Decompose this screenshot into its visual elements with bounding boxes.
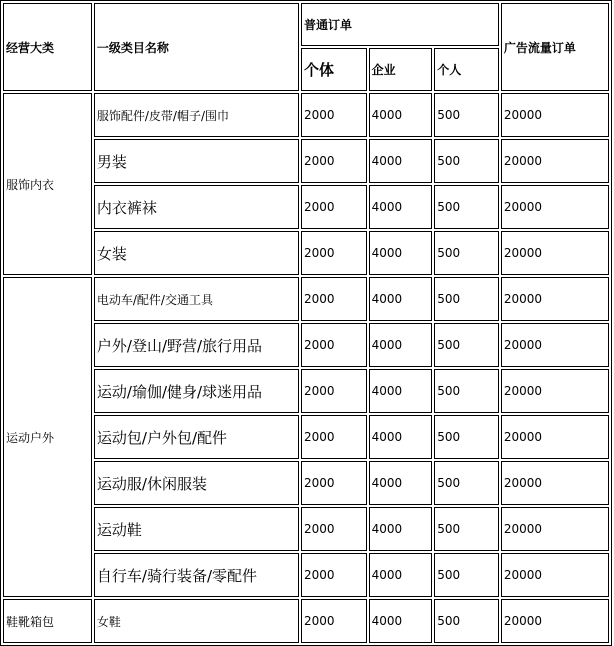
header-personal: 个人 (434, 48, 499, 91)
enterprise-fee-cell: 4000 (369, 369, 433, 413)
subcategory-cell: 自行车/骑行装备/零配件 (94, 553, 299, 597)
table-row (3, 231, 609, 275)
individual-business-fee-cell: 2000 (301, 277, 367, 321)
personal-fee-cell: 500 (434, 231, 499, 275)
personal-fee-cell: 500 (434, 461, 499, 505)
header-ad-traffic-order: 广告流量订单 (501, 3, 609, 91)
individual-business-fee-cell: 2000 (301, 139, 367, 183)
personal-fee-cell: 500 (434, 599, 499, 643)
subcategory-cell: 运动包/户外包/配件 (94, 415, 299, 459)
ad-traffic-fee-cell: 20000 (501, 323, 609, 367)
enterprise-fee-cell: 4000 (369, 93, 433, 137)
table-row (3, 599, 609, 643)
individual-business-fee-cell: 2000 (301, 323, 367, 367)
ad-traffic-fee-cell: 20000 (501, 461, 609, 505)
individual-business-fee-cell: 2000 (301, 231, 367, 275)
ad-traffic-fee-cell: 20000 (501, 415, 609, 459)
table-row (3, 323, 609, 367)
individual-business-fee-cell: 2000 (301, 599, 367, 643)
table-row (3, 461, 609, 505)
ad-traffic-fee-cell: 20000 (501, 139, 609, 183)
personal-fee-cell: 500 (434, 507, 499, 551)
table-row (3, 415, 609, 459)
enterprise-fee-cell: 4000 (369, 461, 433, 505)
subcategory-cell: 运动鞋 (94, 507, 299, 551)
ad-traffic-fee-cell: 20000 (501, 231, 609, 275)
individual-business-fee-cell: 2000 (301, 93, 367, 137)
individual-business-fee-cell: 2000 (301, 415, 367, 459)
ad-traffic-fee-cell: 20000 (501, 369, 609, 413)
ad-traffic-fee-cell: 20000 (501, 507, 609, 551)
personal-fee-cell: 500 (434, 323, 499, 367)
category-cell: 鞋靴箱包 (3, 599, 92, 643)
personal-fee-cell: 500 (434, 553, 499, 597)
subcategory-cell: 女装 (94, 231, 299, 275)
subcategory-cell: 户外/登山/野营/旅行用品 (94, 323, 299, 367)
individual-business-fee-cell: 2000 (301, 185, 367, 229)
subcategory-cell: 服饰配件/皮带/帽子/围巾 (94, 93, 299, 137)
personal-fee-cell: 500 (434, 93, 499, 137)
personal-fee-cell: 500 (434, 185, 499, 229)
category-cell: 服饰内衣 (3, 93, 92, 275)
table-row (3, 369, 609, 413)
subcategory-cell: 男装 (94, 139, 299, 183)
header-category: 经营大类 (3, 3, 92, 91)
table-row (3, 553, 609, 597)
table-row (3, 139, 609, 183)
personal-fee-cell: 500 (434, 415, 499, 459)
table-row (3, 277, 609, 321)
personal-fee-cell: 500 (434, 139, 499, 183)
subcategory-cell: 运动服/休闲服装 (94, 461, 299, 505)
subcategory-cell: 电动车/配件/交通工具 (94, 277, 299, 321)
header-subcategory: 一级类目名称 (94, 3, 299, 91)
subcategory-cell: 女鞋 (94, 599, 299, 643)
table-row (3, 507, 609, 551)
subcategory-cell: 运动/瑜伽/健身/球迷用品 (94, 369, 299, 413)
enterprise-fee-cell: 4000 (369, 599, 433, 643)
individual-business-fee-cell: 2000 (301, 553, 367, 597)
subcategory-cell: 内衣裤袜 (94, 185, 299, 229)
header-normal-order: 普通订单 (301, 3, 499, 46)
enterprise-fee-cell: 4000 (369, 415, 433, 459)
ad-traffic-fee-cell: 20000 (501, 553, 609, 597)
enterprise-fee-cell: 4000 (369, 277, 433, 321)
individual-business-fee-cell: 2000 (301, 461, 367, 505)
enterprise-fee-cell: 4000 (369, 185, 433, 229)
ad-traffic-fee-cell: 20000 (501, 599, 609, 643)
enterprise-fee-cell: 4000 (369, 231, 433, 275)
ad-traffic-fee-cell: 20000 (501, 185, 609, 229)
table-row (3, 93, 609, 137)
individual-business-fee-cell: 2000 (301, 507, 367, 551)
table-row (3, 185, 609, 229)
enterprise-fee-cell: 4000 (369, 553, 433, 597)
header-individual-business: 个体 (301, 48, 367, 91)
ad-traffic-fee-cell: 20000 (501, 277, 609, 321)
enterprise-fee-cell: 4000 (369, 323, 433, 367)
personal-fee-cell: 500 (434, 369, 499, 413)
individual-business-fee-cell: 2000 (301, 369, 367, 413)
header-row-1 (3, 3, 609, 46)
header-enterprise: 企业 (369, 48, 433, 91)
ad-traffic-fee-cell: 20000 (501, 93, 609, 137)
enterprise-fee-cell: 4000 (369, 139, 433, 183)
enterprise-fee-cell: 4000 (369, 507, 433, 551)
personal-fee-cell: 500 (434, 277, 499, 321)
category-cell: 运动户外 (3, 277, 92, 597)
